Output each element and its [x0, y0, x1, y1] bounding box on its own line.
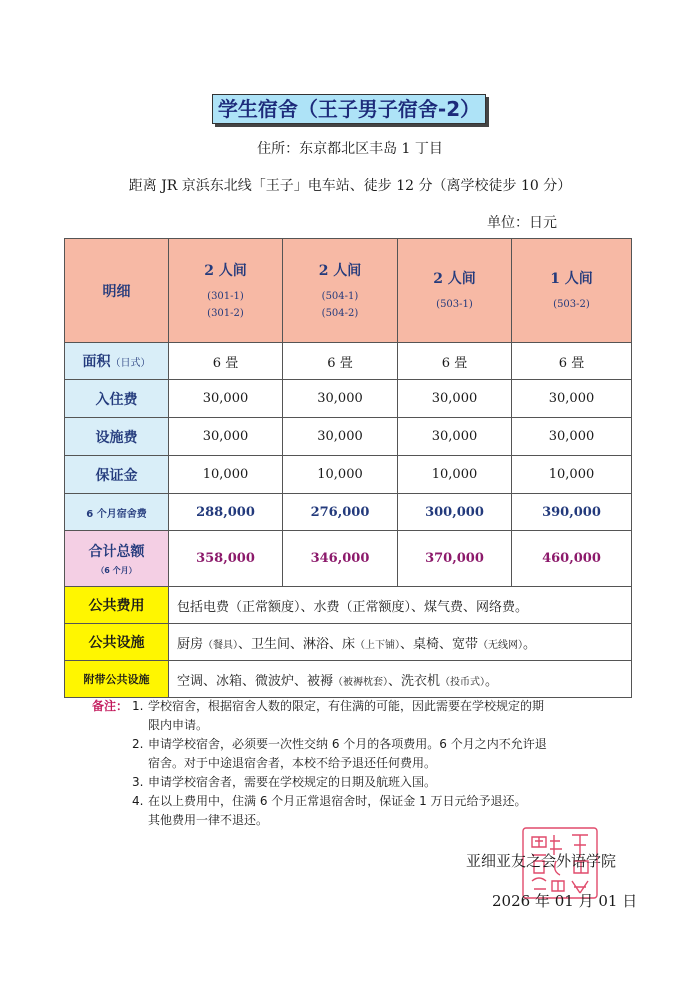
note-line: 在以上费用中，住满 6 个月正常退宿舍时，保证金 1 万日元给予退还。 — [148, 794, 527, 808]
text-part: 、洗衣机 — [388, 673, 441, 689]
room-header — [398, 239, 512, 343]
notes-section — [92, 697, 652, 830]
fee-table — [64, 238, 632, 698]
area-value: 6 畳 — [398, 343, 512, 380]
public-fee-label: 公共费用 — [65, 587, 169, 624]
text-part: （被褥枕套） — [333, 676, 389, 688]
table-row — [65, 624, 632, 661]
room-code: (301-1) — [207, 290, 244, 302]
text-part: （上下铺） — [355, 639, 401, 651]
six-month-label: 6 个月宿舍费 — [65, 494, 169, 531]
area-value: 6 畳 — [283, 343, 398, 380]
room-codes — [398, 296, 511, 313]
deposit-value: 10,000 — [283, 456, 398, 494]
table-row — [65, 456, 632, 494]
deposit-value: 10,000 — [398, 456, 512, 494]
room-type: 2 人间 — [433, 271, 476, 287]
text-part: 。 — [485, 673, 499, 689]
entry-fee-value: 30,000 — [283, 380, 398, 418]
room-codes — [169, 288, 282, 322]
notes-lead: 备注： — [92, 699, 129, 713]
total-label-text: 合计总额 — [88, 544, 145, 560]
list-item — [132, 735, 652, 773]
extra-facility-label: 附带公共设施 — [65, 661, 169, 698]
six-month-value: 300,000 — [398, 494, 512, 531]
deposit-value: 10,000 — [512, 456, 632, 494]
entry-fee-label: 入住费 — [65, 380, 169, 418]
notes-list — [92, 697, 652, 830]
note-line: 宿舍。对于中途退宿舍者，本校不给予退还任何费用。 — [148, 756, 437, 770]
total-value: 460,000 — [512, 531, 632, 587]
access-line: 距离 JR 京浜东北线「王子」电车站、徒步 12 分（离学校徒步 10 分） — [128, 178, 572, 194]
school-name: 亚细亚友之会外语学院 — [466, 852, 617, 870]
entry-fee-value: 30,000 — [398, 380, 512, 418]
table-row — [65, 380, 632, 418]
text-part: 、桌椅、宽带 — [400, 636, 479, 652]
room-code: (504-1) — [321, 290, 359, 302]
public-facility-label: 公共设施 — [65, 624, 169, 661]
note-number: 3. — [132, 775, 144, 789]
room-header — [512, 239, 632, 343]
deposit-value: 10,000 — [169, 456, 283, 494]
area-label-text: 面积 — [82, 354, 111, 370]
table-header-row — [65, 239, 632, 343]
public-fee-text: 包括电费（正常额度）、水费（正常额度）、煤气费、网络费。 — [169, 587, 632, 624]
text-part: 、卫生间、淋浴、床 — [238, 636, 356, 652]
room-code: (503-2) — [553, 299, 590, 310]
public-facility-text — [169, 624, 632, 661]
deposit-label: 保证金 — [65, 456, 169, 494]
address-line: 住所：东京都北区丰岛 1 丁目 — [257, 141, 443, 157]
area-value: 6 畳 — [512, 343, 632, 380]
note-line: 学校宿舍，根据宿舍人数的限定，有住满的可能，因此需要在学校规定的期 — [148, 699, 545, 713]
room-codes — [283, 288, 397, 322]
room-header — [283, 239, 398, 343]
page-title: 学生宿舍（王子男子宿舍-2） — [212, 94, 486, 124]
total-value: 358,000 — [169, 531, 283, 587]
six-month-value: 288,000 — [169, 494, 283, 531]
total-value: 370,000 — [398, 531, 512, 587]
facility-fee-label: 设施费 — [65, 418, 169, 456]
area-unit: （日式） — [110, 358, 151, 369]
table-row — [65, 343, 632, 380]
room-codes — [512, 296, 631, 313]
total-label-sub: （6 个月） — [96, 566, 137, 575]
entry-fee-value: 30,000 — [512, 380, 632, 418]
total-value: 346,000 — [283, 531, 398, 587]
facility-fee-value: 30,000 — [169, 418, 283, 456]
total-label — [65, 531, 169, 587]
header-label: 明细 — [65, 239, 169, 343]
six-month-value: 390,000 — [512, 494, 632, 531]
room-type: 2 人间 — [204, 262, 247, 279]
entry-fee-value: 30,000 — [169, 380, 283, 418]
room-type: 2 人间 — [318, 262, 362, 279]
text-part: 厨房 — [177, 636, 204, 652]
note-line: 申请学校宿舍，必须要一次性交纳 6 个月的各项费用。6 个月之内不允许退 — [148, 737, 547, 751]
currency-unit: 单位：日元 — [487, 215, 557, 231]
issue-date: 2026 年 01 月 01 日 — [492, 892, 638, 910]
list-item — [132, 773, 652, 792]
note-number: 2. — [132, 737, 144, 751]
area-label — [65, 343, 169, 380]
room-code: (301-2) — [207, 307, 244, 319]
list-item — [132, 697, 652, 735]
table-row — [65, 418, 632, 456]
text-part: （餐具） — [203, 639, 239, 651]
text-part: 。 — [523, 636, 537, 652]
extra-facility-text — [169, 661, 632, 698]
note-line: 申请学校宿舍者，需要在学校规定的日期及航班入国。 — [148, 775, 437, 789]
note-line: 其他费用一律不退还。 — [148, 813, 269, 827]
room-type: 1 人间 — [550, 271, 593, 287]
text-part: 空调、冰箱、微波炉、被褥 — [177, 673, 334, 689]
table-row — [65, 661, 632, 698]
text-part: （无线网） — [478, 639, 524, 651]
facility-fee-value: 30,000 — [283, 418, 398, 456]
note-number: 1. — [132, 699, 144, 713]
text-part: （投币式） — [440, 676, 486, 688]
room-header — [169, 239, 283, 343]
facility-fee-value: 30,000 — [398, 418, 512, 456]
room-code: (504-2) — [321, 307, 359, 319]
note-line: 限内申请。 — [148, 718, 209, 732]
table-row — [65, 587, 632, 624]
table-row — [65, 494, 632, 531]
table-row — [65, 531, 632, 587]
area-value: 6 畳 — [169, 343, 283, 380]
room-code: (503-1) — [436, 299, 473, 310]
note-number: 4. — [132, 794, 144, 808]
facility-fee-value: 30,000 — [512, 418, 632, 456]
six-month-value: 276,000 — [283, 494, 398, 531]
